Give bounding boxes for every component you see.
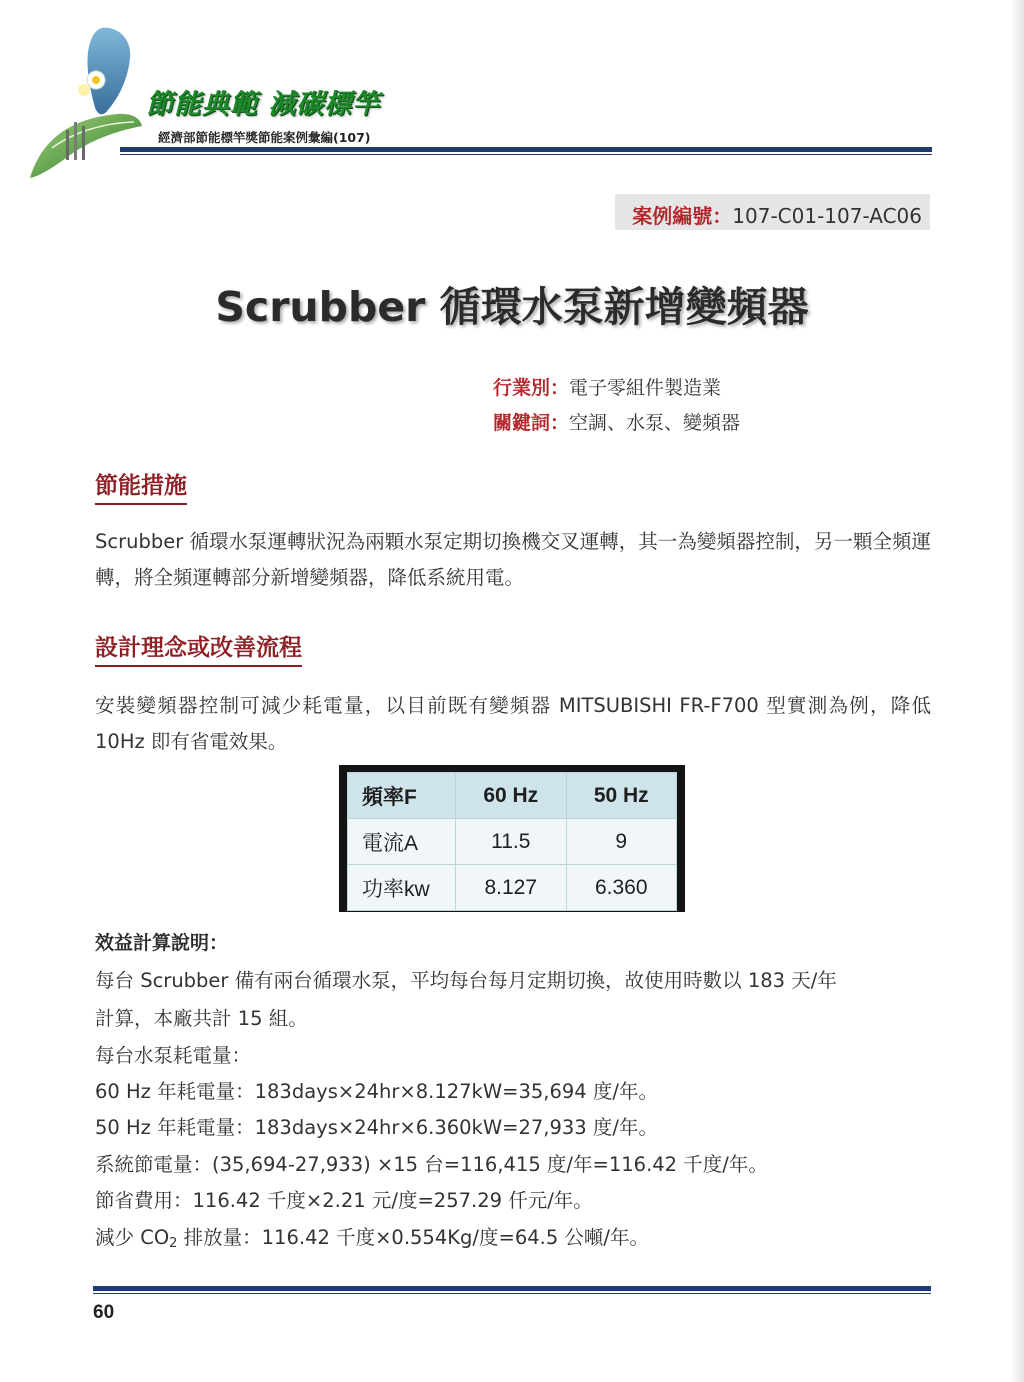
table-header-cell: 頻率F: [348, 773, 456, 819]
header-rule: [120, 147, 932, 152]
frequency-table: [347, 772, 677, 911]
table-header-cell: 50 Hz: [566, 773, 677, 819]
design-paragraph: 安裝變頻器控制可減少耗電量，以目前既有變頻器 MITSUBISHI FR-F700 型實測為例，降低 10Hz 即有省電效果。: [95, 694, 931, 753]
page-edge-shadow: [1010, 0, 1024, 1382]
industry-row: [493, 373, 721, 400]
measures-paragraph: Scrubber 循環水泵運轉狀況為兩顆水泵定期切換機交叉運轉，其一為變頻器控制，另一顆全頻運轉，將全頻運轉部分新增變頻器，降低系統用電。: [95, 530, 931, 589]
table-cell: 11.5: [456, 819, 567, 865]
table-row: [348, 865, 677, 911]
table-cell: 9: [566, 819, 677, 865]
calculation-line: 每台水泵耗電量：: [95, 1044, 252, 1067]
footer-rule-thin: [93, 1293, 931, 1294]
section-heading-design: 設計理念或改善流程: [95, 633, 302, 667]
page-title: Scrubber 循環水泵新增變頻器: [215, 283, 809, 331]
footer-rule: [93, 1286, 931, 1291]
table-row: [348, 819, 677, 865]
table-cell: 功率kw: [348, 865, 456, 911]
table-cell: 6.360: [566, 865, 677, 911]
taiwan-leaf-logo-icon: [22, 18, 162, 188]
calculation-line: 節省費用：116.42 千度×2.21 元/度=257.29 仟元/年。: [95, 1189, 593, 1212]
page-number: 60: [93, 1302, 115, 1323]
header-rule-thin: [120, 154, 932, 155]
case-number-box: [615, 194, 930, 230]
table-cell: 8.127: [456, 865, 567, 911]
keywords-row: [493, 408, 740, 435]
frequency-table-frame: [339, 765, 685, 912]
table-cell: 電流A: [348, 819, 456, 865]
keywords-value: 空調、水泵、變頻器: [569, 412, 741, 434]
co2-subscript: 2: [169, 1236, 178, 1251]
co2-reduction-line: [95, 1222, 649, 1251]
keywords-label: 關鍵詞：: [493, 412, 570, 434]
co2-suffix: 排放量：116.42 千度×0.554Kg/度=64.5 公噸/年。: [177, 1226, 650, 1249]
table-header-row: [348, 773, 677, 819]
brand-title: 節能典範 減碳標竿: [146, 89, 381, 120]
co2-prefix: 減少 CO: [95, 1226, 170, 1249]
case-number-value: 107-C01-107-AC06: [732, 204, 922, 228]
case-number-label: 案例編號：: [632, 204, 733, 228]
calculation-line: 60 Hz 年耗電量：183days×24hr×8.127kW=35,694 度/年。: [95, 1080, 658, 1103]
calculation-line: 50 Hz 年耗電量：183days×24hr×6.360kW=27,933 度/年。: [95, 1116, 658, 1139]
calculation-line: 計算，本廠共計 15 組。: [95, 1007, 308, 1030]
industry-value: 電子零組件製造業: [569, 377, 722, 399]
industry-label: 行業別：: [493, 377, 570, 399]
section-heading-measures: 節能措施: [95, 471, 187, 505]
table-header-cell: 60 Hz: [456, 773, 567, 819]
calculation-line: 每台 Scrubber 備有兩台循環水泵，平均每台每月定期切換，故使用時數以 183 天/年: [95, 969, 837, 992]
calculation-heading: 效益計算說明：: [95, 932, 229, 954]
brand-subtitle: 經濟部節能標竿獎節能案例彙編(107): [158, 130, 371, 145]
calculation-line: 系統節電量：(35,694-27,933) ×15 台=116,415 度/年=116.42 千度/年。: [95, 1153, 768, 1176]
